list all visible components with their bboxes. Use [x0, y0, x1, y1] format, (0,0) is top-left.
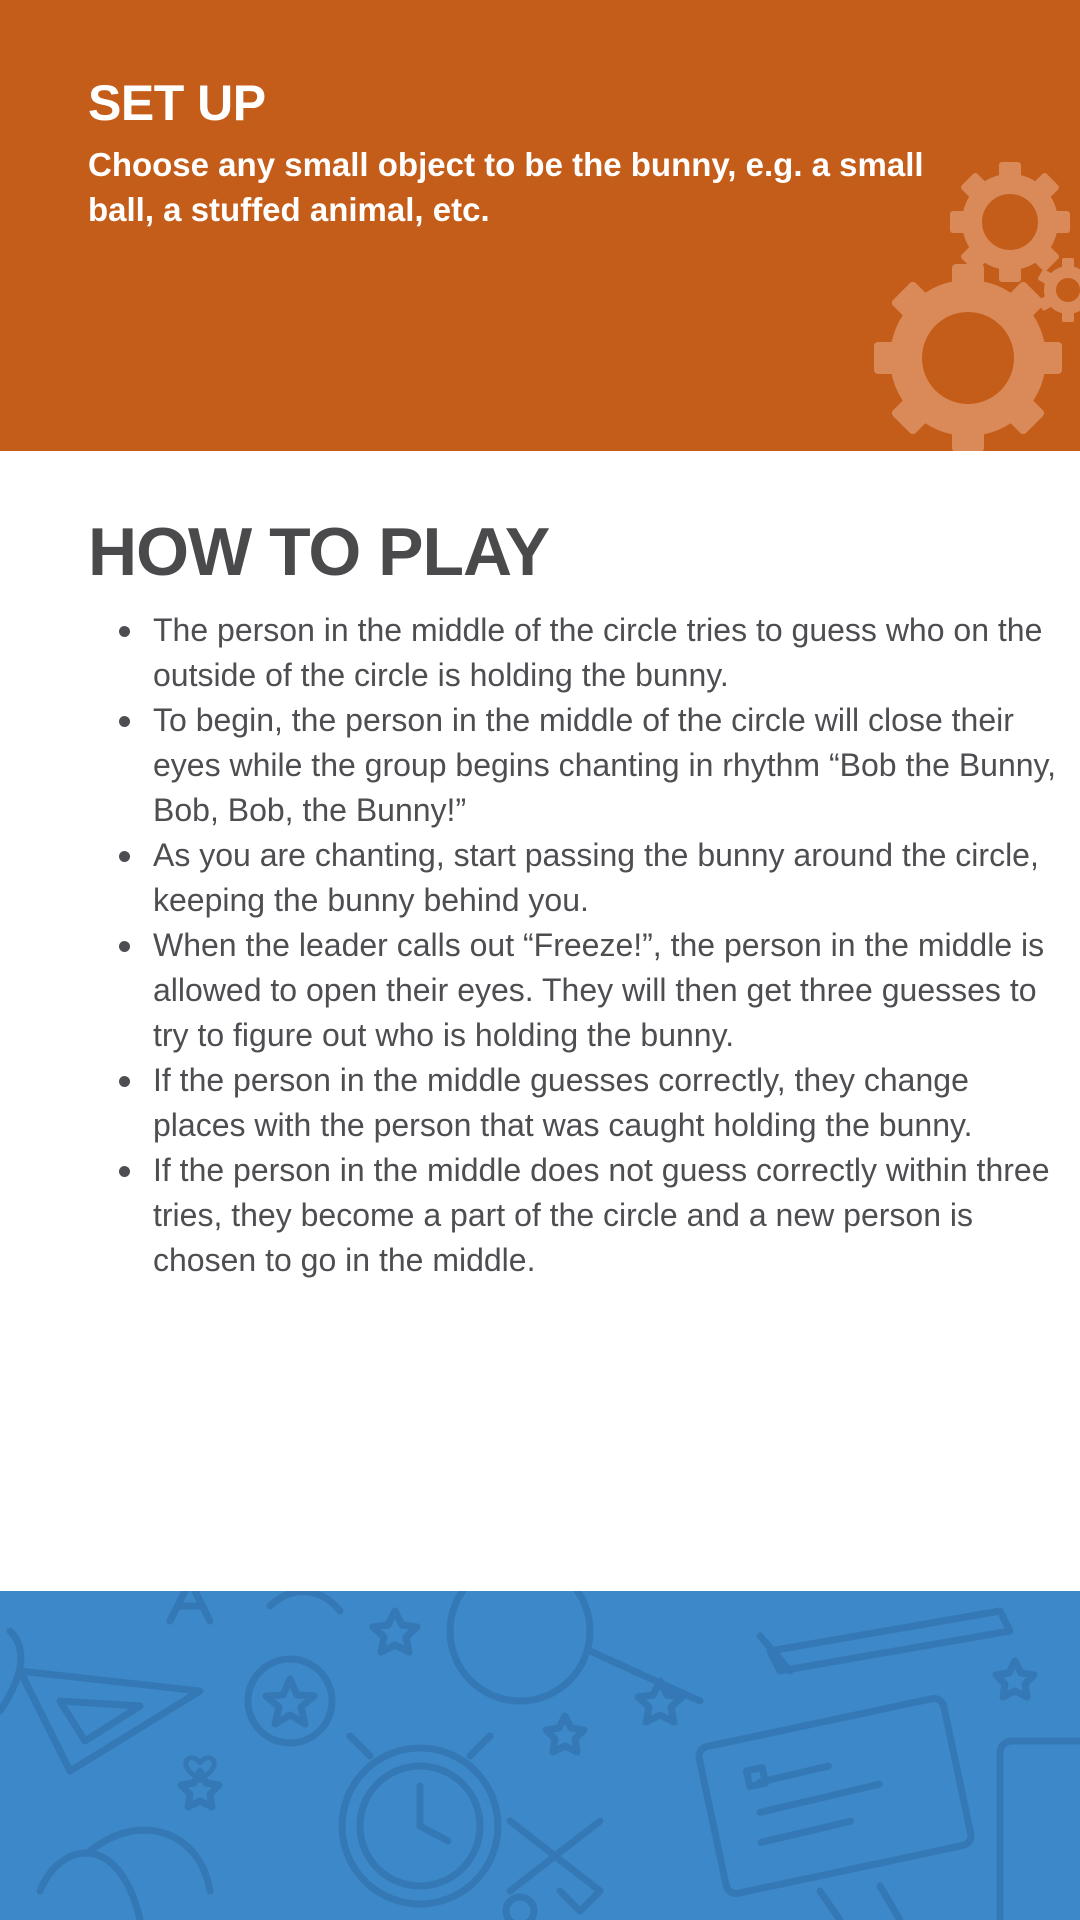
- list-item: As you are chanting, start passing the bunny around the circle, keeping the bunny behind you.: [153, 833, 1063, 923]
- how-to-play-section: [0, 451, 1080, 1591]
- list-item: If the person in the middle does not guess correctly within three tries, they become a part of the circle and a new person is chosen to go in the middle.: [153, 1148, 1063, 1283]
- list-item: The person in the middle of the circle tries to guess who on the outside of the circle is holding the bunny.: [153, 608, 1063, 698]
- how-to-play-title: HOW TO PLAY: [88, 514, 550, 590]
- school-doodles-pattern: [0, 1591, 1080, 1920]
- gears-icon: [860, 150, 1080, 451]
- list-item: If the person in the middle guesses correctly, they change places with the person that was caught holding the bunny.: [153, 1058, 1063, 1148]
- setup-section: [0, 0, 1080, 451]
- footer-doodle-band: [0, 1591, 1080, 1920]
- steps-list: [100, 608, 1063, 1283]
- setup-description: Choose any small object to be the bunny, e.g. a small ball, a stuffed animal, etc.: [88, 146, 924, 228]
- list-item: When the leader calls out “Freeze!”, the person in the middle is allowed to open their eyes. They will then get three guesses to try to figure out who is holding the bunny.: [153, 923, 1063, 1058]
- list-item: To begin, the person in the middle of the circle will close their eyes while the group begins chanting in rhythm “Bob the Bunny, Bob, Bob, the Bunny!”: [153, 698, 1063, 833]
- setup-title: SET UP: [88, 75, 266, 131]
